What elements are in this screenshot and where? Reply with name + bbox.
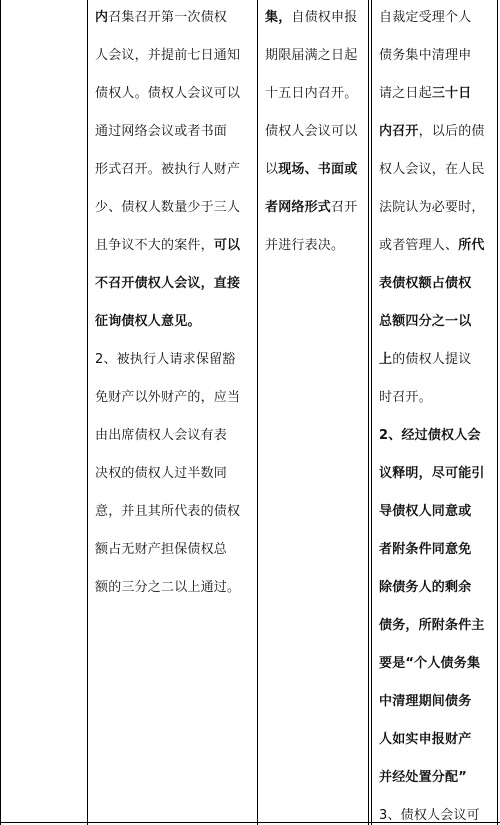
text-segment: 债权人会议可以: [265, 124, 358, 139]
text-line: [95, 162, 240, 178]
text-segment: 少、债权人数量少于三人: [95, 200, 241, 215]
text-line: [95, 276, 240, 292]
column-divider-3: [368, 0, 369, 825]
bold-text-segment: 可以: [213, 238, 241, 253]
text-line: [265, 200, 357, 216]
text-line: [379, 86, 471, 102]
text-segment: 以: [265, 162, 279, 177]
table-border-left: [0, 0, 1, 825]
text-segment: 权人会议，在人民: [379, 162, 485, 177]
column-divider-2: [257, 0, 258, 825]
text-line: [95, 48, 240, 64]
text-segment: 自债权申报: [291, 10, 358, 25]
text-line: [95, 238, 240, 254]
text-line: [95, 86, 240, 102]
text-segment: 自裁定受理个人: [379, 10, 472, 25]
bold-text-segment: 人如实申报财产: [379, 732, 472, 747]
column-divider-4: [371, 0, 372, 825]
text-line: [379, 580, 471, 596]
text-segment: ，以后的债: [418, 124, 485, 139]
text-line: [379, 10, 471, 26]
text-segment: 额占无财产担保债权总: [95, 542, 228, 557]
text-segment: 2、被执行人请求保留豁: [95, 352, 236, 367]
bold-text-segment: 者附条件同意免: [379, 542, 472, 557]
text-line: [379, 352, 471, 368]
bold-text-segment: 所代: [458, 238, 485, 253]
bold-text-segment: 三十日: [431, 86, 472, 101]
text-segment: 人会议，并提前七日通知: [95, 48, 241, 63]
text-line: [95, 428, 227, 444]
text-line: [379, 656, 480, 672]
text-line: [379, 542, 471, 558]
bold-text-segment: 表债权额占债权: [379, 276, 472, 291]
text-segment: 法院认为必要时，: [379, 200, 485, 215]
bold-text-segment: 集，: [265, 10, 292, 25]
bold-text-segment: 现场、书面或: [278, 162, 358, 177]
bold-text-segment: 要是“个人债务集: [379, 656, 481, 671]
text-line: [265, 10, 357, 26]
table-border-right: [497, 0, 498, 825]
text-segment: 形式召开。被执行人财产: [95, 162, 241, 177]
text-segment: 额的三分之二以上通过。: [95, 580, 241, 595]
text-line: [95, 314, 201, 330]
text-line: [95, 542, 227, 558]
text-line: [379, 808, 480, 824]
text-segment: 通过网络会议或者书面: [95, 124, 228, 139]
bold-text-segment: 并经处置分配”: [379, 770, 467, 785]
text-line: [379, 694, 471, 710]
text-line: [379, 466, 485, 482]
text-segment: 决权的债权人过半数同: [95, 466, 228, 481]
text-segment: 免财产以外财产的，应当: [95, 390, 241, 405]
text-line: [379, 618, 485, 634]
bold-text-segment: 者网络形式: [265, 200, 332, 215]
text-segment: 3、债权人会议可: [379, 808, 480, 823]
text-line: [265, 86, 357, 102]
text-line: [379, 200, 485, 216]
text-line: [95, 200, 240, 216]
bold-text-segment: 除债务人的剩余: [379, 580, 472, 595]
text-line: [265, 238, 344, 254]
text-line: [379, 504, 471, 520]
bold-text-segment: 导债权人同意或: [379, 504, 472, 519]
text-segment: 召集召开第一次债权: [108, 10, 228, 25]
text-line: [379, 276, 471, 292]
text-segment: 召开: [331, 200, 358, 215]
text-segment: 的债权人提议: [392, 352, 472, 367]
bold-text-segment: 内召开: [379, 124, 419, 139]
bold-text-segment: 不召开债权人会议，直接: [95, 276, 241, 291]
text-line: [379, 428, 481, 444]
text-line: [265, 124, 357, 140]
bold-text-segment: 内: [95, 10, 109, 25]
text-line: [379, 390, 432, 406]
text-line: [95, 124, 227, 140]
text-segment: 或者管理人、: [379, 238, 459, 253]
text-line: [379, 48, 471, 64]
bold-text-segment: 征询债权人意见。: [95, 314, 201, 329]
column-divider-1: [87, 0, 88, 825]
text-segment: 由出席债权人会议有表: [95, 428, 228, 443]
text-line: [265, 162, 357, 178]
text-segment: 十五日内召开。: [265, 86, 358, 101]
bold-text-segment: 总额四分之一以: [379, 314, 472, 329]
text-line: [95, 10, 227, 26]
text-segment: 意，并且其所代表的债权: [95, 504, 241, 519]
text-line: [379, 162, 485, 178]
text-segment: 并进行表决。: [265, 238, 345, 253]
text-line: [95, 580, 240, 596]
bold-text-segment: 2、经过债权人会: [379, 428, 481, 443]
text-segment: 期限届满之日起: [265, 48, 358, 63]
text-line: [379, 124, 485, 140]
text-segment: 时召开。: [379, 390, 432, 405]
bold-text-segment: 债务，所附条件主: [379, 618, 485, 633]
text-line: [265, 48, 357, 64]
text-line: [379, 238, 485, 254]
text-line: [95, 390, 240, 406]
text-segment: 债权人。债权人会议可以: [95, 86, 241, 101]
text-line: [95, 466, 227, 482]
bold-text-segment: 上: [379, 352, 393, 367]
text-segment: 请之日起: [379, 86, 432, 101]
text-line: [379, 732, 471, 748]
bold-text-segment: 议释明，尽可能引: [379, 466, 485, 481]
text-line: [379, 770, 467, 786]
text-segment: 且争议不大的案件，: [95, 238, 214, 253]
bold-text-segment: 中清理期间债务: [379, 694, 472, 709]
text-line: [379, 314, 471, 330]
text-line: [95, 352, 235, 368]
text-line: [95, 504, 240, 520]
text-segment: 债务集中清理申: [379, 48, 472, 63]
